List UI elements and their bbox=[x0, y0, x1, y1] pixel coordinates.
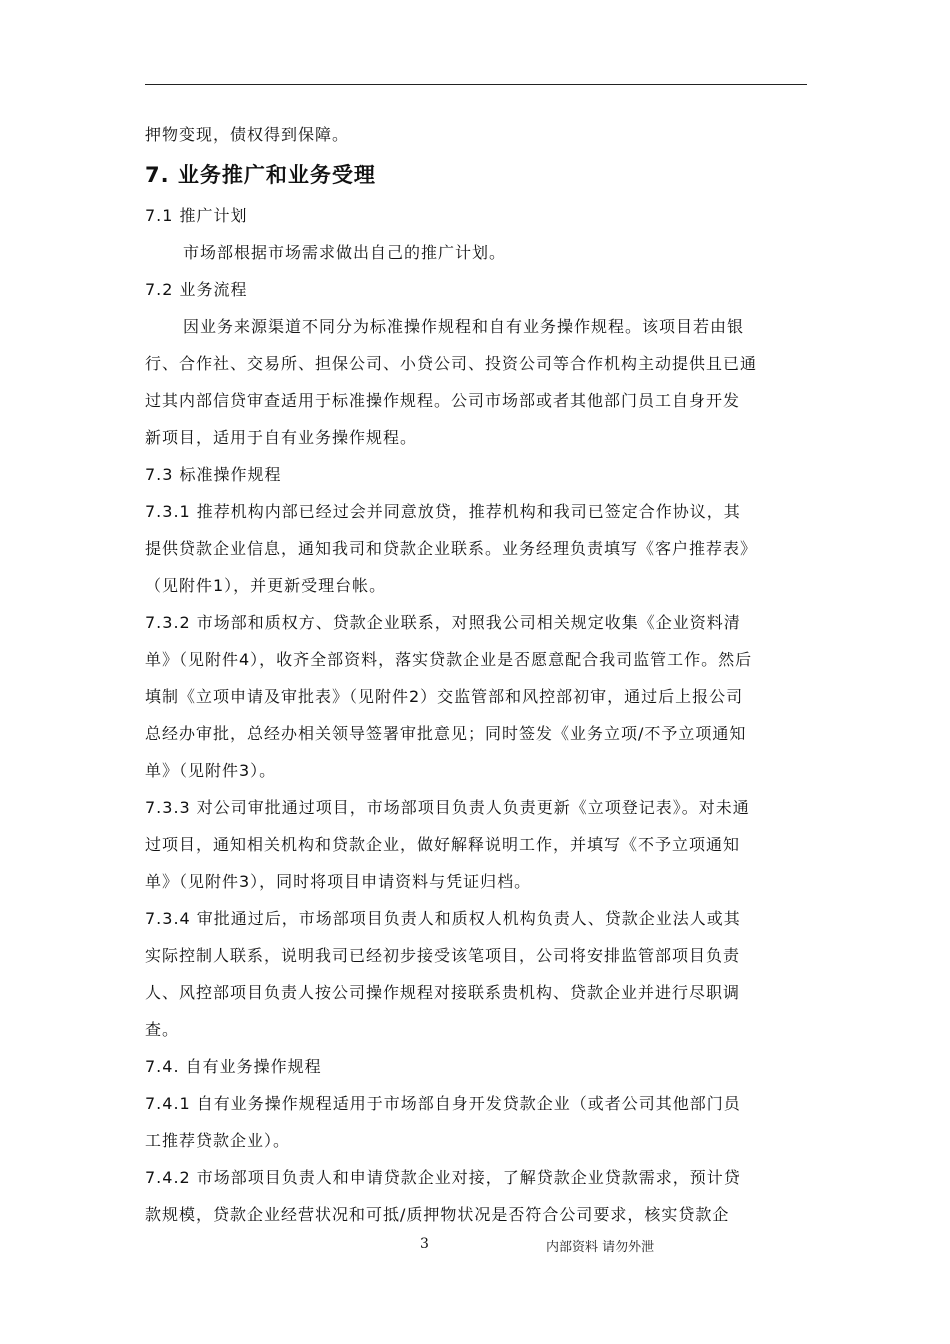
paragraph-line: 市场部根据市场需求做出自己的推广计划。 bbox=[183, 243, 507, 262]
paragraph-line: 工推荐贷款企业）。 bbox=[145, 1131, 291, 1150]
paragraph-line: 7.3.2 市场部和质权方、贷款企业联系，对照我公司相关规定收集《企业资料清 bbox=[145, 613, 741, 632]
paragraph-line: 7.3 标准操作规程 bbox=[145, 465, 282, 484]
paragraph-line: 新项目，适用于自有业务操作规程。 bbox=[145, 428, 418, 447]
confidential-note: 内部资料 请勿外泄 bbox=[546, 1240, 655, 1255]
paragraph-line: 单》（见附件3）。 bbox=[145, 761, 277, 780]
page-number: 3 bbox=[420, 1236, 429, 1252]
paragraph-line: 过其内部信贷审查适用于标准操作规程。公司市场部或者其他部门员工自身开发 bbox=[145, 391, 741, 410]
paragraph-line: 过项目，通知相关机构和贷款企业，做好解释说明工作，并填写《不予立项通知 bbox=[145, 835, 741, 854]
paragraph-line: 7.2 业务流程 bbox=[145, 280, 248, 299]
paragraph-line: 7.4. 自有业务操作规程 bbox=[145, 1057, 322, 1076]
paragraph-line: 单》（见附件4），收齐全部资料，落实贷款企业是否愿意配合我司监管工作。然后 bbox=[145, 650, 753, 669]
paragraph-line: 7.4.2 市场部项目负责人和申请贷款企业对接，了解贷款企业贷款需求，预计贷 bbox=[145, 1168, 741, 1187]
paragraph-line: 7.3.1 推荐机构内部已经过会并同意放贷，推荐机构和我司已签定合作协议，其 bbox=[145, 502, 741, 521]
paragraph-line: （见附件1），并更新受理台帐。 bbox=[145, 576, 387, 595]
paragraph-line: 7.4.1 自有业务操作规程适用于市场部自身开发贷款企业（或者公司其他部门员 bbox=[145, 1094, 741, 1113]
paragraph-line: 提供贷款企业信息，通知我司和贷款企业联系。业务经理负责填写《客户推荐表》 bbox=[145, 539, 758, 558]
paragraph-line: 7.1 推广计划 bbox=[145, 206, 248, 225]
paragraph-line: 实际控制人联系，说明我司已经初步接受该笔项目，公司将安排监管部项目负责 bbox=[145, 946, 741, 965]
paragraph-line: 7.3.4 审批通过后，市场部项目负责人和质权人机构负责人、贷款企业法人或其 bbox=[145, 909, 741, 928]
paragraph-line: 单》（见附件3），同时将项目申请资料与凭证归档。 bbox=[145, 872, 532, 891]
paragraph-line: 因业务来源渠道不同分为标准操作规程和自有业务操作规程。该项目若由银 bbox=[183, 317, 745, 336]
paragraph-line: 行、合作社、交易所、担保公司、小贷公司、投资公司等合作机构主动提供且已通 bbox=[145, 354, 758, 373]
paragraph-line: 押物变现，债权得到保障。 bbox=[145, 125, 350, 144]
header-rule bbox=[145, 84, 807, 85]
paragraph-line: 填制《立项申请及审批表》（见附件2）交监管部和风控部初审，通过后上报公司 bbox=[145, 687, 744, 706]
paragraph-line: 总经办审批，总经办相关领导签署审批意见；同时签发《业务立项/不予立项通知 bbox=[145, 724, 747, 743]
document-body bbox=[145, 116, 807, 1233]
section-heading: 7. 业务推广和业务受理 bbox=[145, 163, 376, 187]
paragraph-line: 人、风控部项目负责人按公司操作规程对接联系贵机构、贷款企业并进行尽职调 bbox=[145, 983, 741, 1002]
paragraph-line: 查。 bbox=[145, 1020, 180, 1039]
paragraph-line: 7.3.3 对公司审批通过项目，市场部项目负责人负责更新《立项登记表》。对未通 bbox=[145, 798, 750, 817]
paragraph-line: 款规模，贷款企业经营状况和可抵/质押物状况是否符合公司要求，核实贷款企 bbox=[145, 1205, 730, 1224]
